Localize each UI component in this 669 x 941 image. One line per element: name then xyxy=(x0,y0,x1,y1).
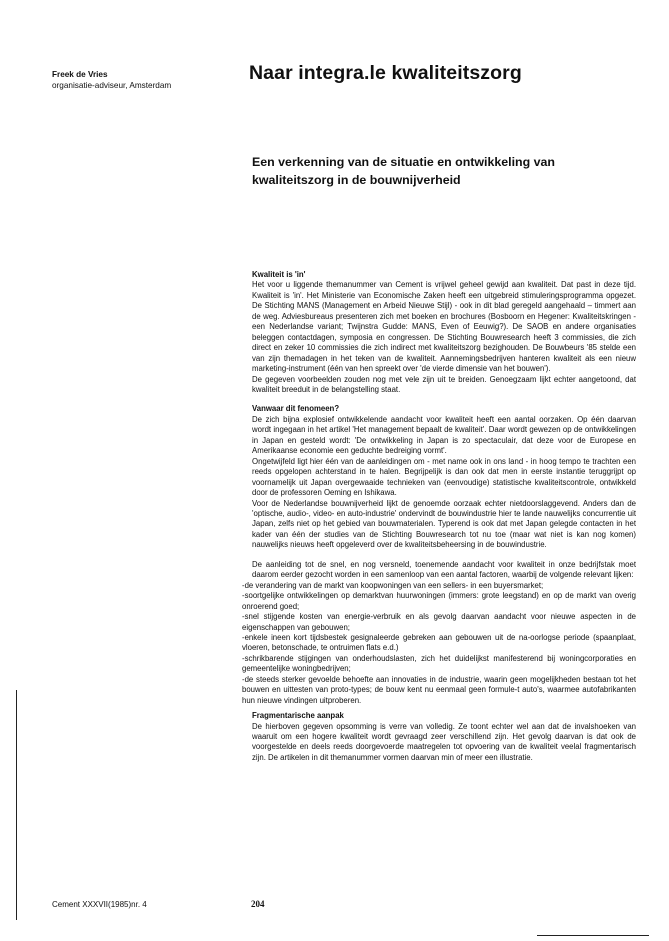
list-item: -de verandering van de markt van koopwoningen van een sellers- in een buyersmarket; xyxy=(242,580,544,590)
paragraph: Het voor u liggende themanummer van Cement is vrijwel geheel gewijd aan kwaliteit. Dat past in deze tijd. Kwaliteit is 'in'. Het Ministerie van Economische Zaken heeft een uitgebreid stimuleringsprogramma opgezet. De Stichting MANS (Management en Arbeid Nieuwe Stijl) - ook in dit blad geregeld aangehaald – timmert aan de weg. Adviesbureaus presenteren zich met boeken en brochures (Bosboorn en Hegener: Kwaliteitskringen - een Nederlandse variant; Twijnstra Gudde: MANS, Even of Eeuwig?). De SAOB en andere organisaties beleggen contactdagen, symposia en congressen. De Stichting Bouwresearch heeft 3 commissies, die zich direct en zeker 10 commissies die zich indirect met kwaliteitszorg bezighouden. De Bouwbeurs '85 stelde een van zijn themadagen in het teken van de kwaliteit. Aannemingsbedrijven hanteren kwaliteit als een nieuw marketing-instrument (één van hen spreekt over 'de vierde dimensie van het bouwen'). xyxy=(252,280,636,374)
author-affiliation: organisatie-adviseur, Amsterdam xyxy=(52,81,172,90)
paragraph: De gegeven voorbeelden zouden nog met vele zijn uit te breiden. Genoegzaam lijkt echter aangetoond, dat kwaliteit breeduit in de belangstelling staat. xyxy=(252,374,636,394)
section-heading: Kwaliteit is 'in' xyxy=(252,270,306,279)
section-heading: Vanwaar dit fenomeen? xyxy=(252,404,340,414)
author-block xyxy=(52,69,171,91)
list-item: -soortgelijke ontwikkelingen op demarktvan huurwoningen (immers: grote leegstand) en op de markt van overig onroerend goed; xyxy=(242,591,636,611)
footer-rule xyxy=(537,935,649,936)
margin-rule xyxy=(16,690,17,920)
paragraph: De zich bijna explosief ontwikkelende aandacht voor kwaliteit heeft een aantal oorzaken. Op één daarvan wordt ingegaan in het artikel 'Het management bepaalt de kwaliteit'. Daar wordt gewezen op de ontwikkelingen in Japan en gesteld wordt: 'De ontwikkeling in Japan is zo spectaculair, dat deze voor de Europese en Amerikaanse economie een geduchte bedreiging vormt'. xyxy=(252,414,636,456)
factor-list xyxy=(242,580,636,706)
journal-footer: Cement XXXVII(1985)nr. 4 xyxy=(52,900,147,909)
section-heading: Fragmentarische aanpak xyxy=(252,711,344,721)
list-item: -de steeds sterker gevoelde behoefte aan innovaties in de industrie, waarin geen mogelijkheden bestaan tot het bouwen en uittesten van proto-types; de bouw kent nu eenmaal geen formule-t auto's, waarmee autofabrikanten hun nieuwe vindingen uitproberen. xyxy=(242,674,636,705)
author-name: Freek de Vries xyxy=(52,70,108,79)
list-item: -schrikbarende stijgingen van onderhoudslasten, zich het duidelijkst manifesterend bij woningcorporaties en gemeentelijke woningbedrijven; xyxy=(242,653,636,674)
list-item: -snel stijgende kosten van energie-verbruik en als gevolg daarvan aandacht voor nieuwe aspecten in de eigenschappen van gebouwen; xyxy=(242,612,636,632)
page-number: 204 xyxy=(251,899,265,909)
article-body xyxy=(242,270,636,763)
paragraph: Voor de Nederlandse bouwnijverheid lijkt de genoemde oorzaak echter nietdoorslaggevend. Anders dan de 'optische, audio-, video- en auto-industrie' ondervindt de bouwindustrie hier te lande nauwelijks concurrentie uit Japan, zelfs niet op het gebied van bouwmaterialen. Typerend is ook dat met Japan gelegde contacten in het kader van één der studies van de Stichting Bouwresearch tot nu toe (maar wat niet is kan nog komen) nauwelijks nieuws heeft opgeleverd over de kwaliteitsbeheersing in de bouwindustrie. xyxy=(252,498,636,550)
paragraph: Ongetwijfeld ligt hier één van de aanleidingen om - met name ook in ons land - in hoog tempo te trachten een reeds opgelopen achterstand in te halen. Begrijpelijk is dan ook dat men in eerste instantie teruggrijpt op voornamelijk uit Japan overgewaaide technieken van (eenvoudige) statistische kwaliteitscontrole, ontwikkeld door de professoren Oeming en Ishikawa. xyxy=(252,456,636,498)
article-subtitle: Een verkenning van de situatie en ontwikkeling van kwaliteitszorg in de bouwnijverheid xyxy=(252,155,555,187)
article-title: Naar integra.le kwaliteitszorg xyxy=(249,62,522,84)
paragraph: De hierboven gegeven opsomming is verre van volledig. Ze toont echter wel aan dat de invalshoeken van waaruit om een hogere kwaliteit wordt gevraagd zeer verschillend zijn. Het gevolg daarvan is dat ook de voorgestelde en deels reeds doorgevoerde maatregelen tot opvoering van de kwaliteit veelal fragmentarisch zijn. De artikelen in dit themanummer vormen daarvan min of meer een illustratie. xyxy=(252,721,636,762)
list-item: -enkele ineen kort tijdsbestek gesignaleerde gebreken aan gebouwen uit de na-oorlogse periode (spaanplaat, vloeren, betonschade, te ontruimen flats e.d.) xyxy=(242,632,636,653)
paragraph: De aanleiding tot de snel, en nog versneld, toenemende aandacht voor kwaliteit in onze bedrijfstak moet daarom eerder gezocht worden in een samenloop van een aantal factoren, waarbij de volgende relevant lijken: xyxy=(252,559,636,580)
